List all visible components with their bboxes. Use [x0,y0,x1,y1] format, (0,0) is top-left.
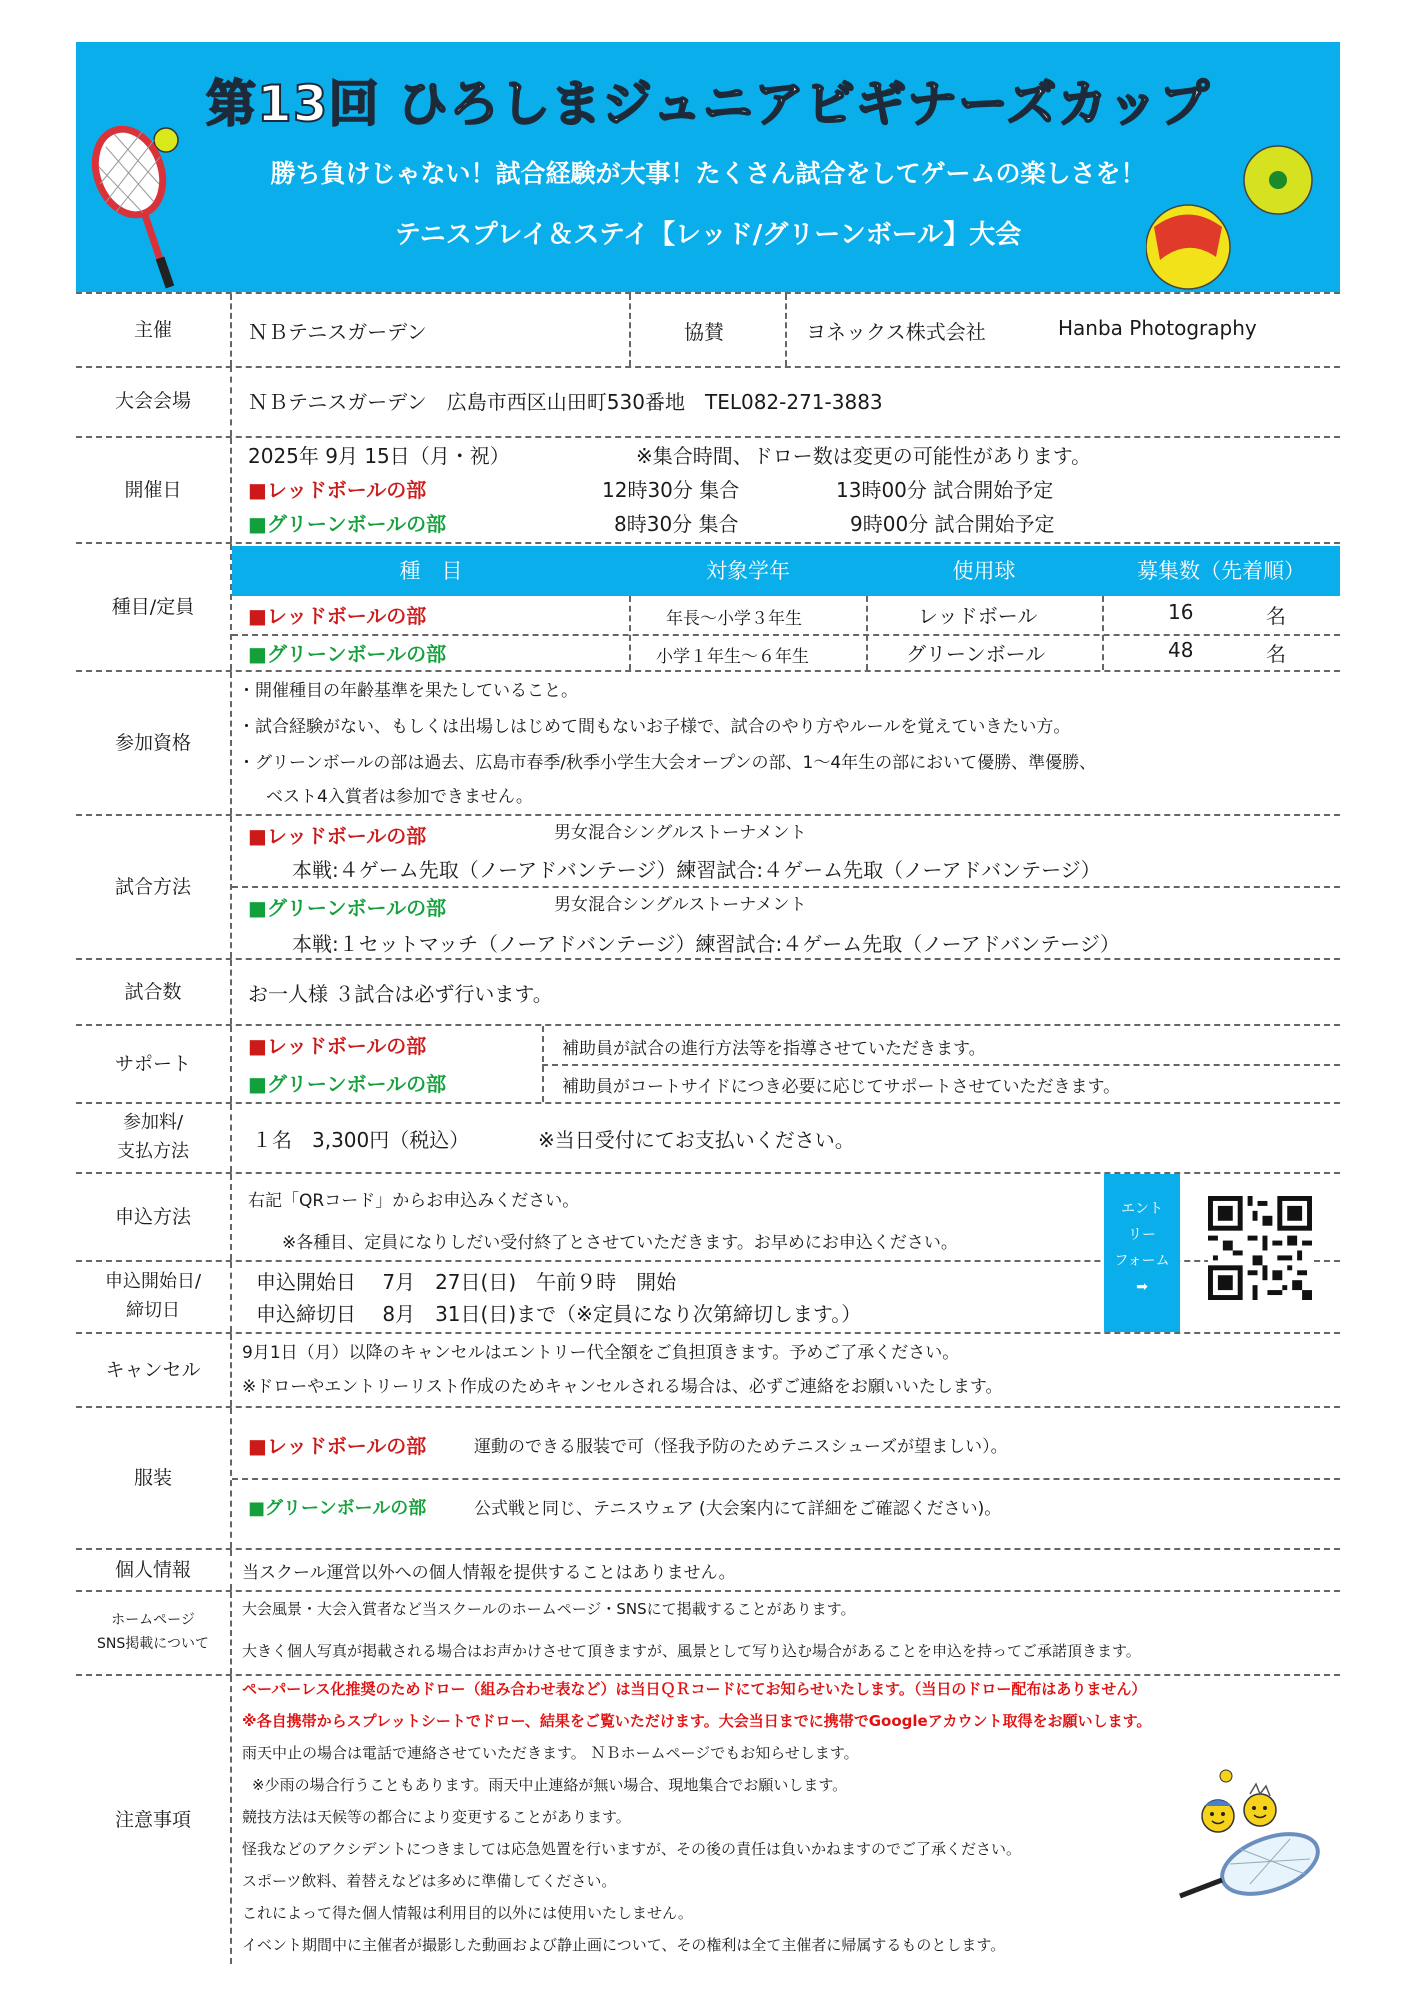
row-cancel [76,1334,1340,1408]
label-homepage-2: SNS掲載について [97,1636,209,1652]
row-venue [76,366,1340,438]
th-grade: 対象学年 [706,559,790,583]
table-row-red-unit: 名 [1266,604,1286,628]
page-title: 第13回 ひろしまジュニアビギナーズカップ [206,75,1210,133]
row-clothing [76,1408,1340,1550]
method-red-label: ■レッドボールの部 [248,824,427,848]
clothing-green-text: 公式戦と同じ、テニスウェア (大会案内にて詳細をご確認ください)。 [474,1499,1002,1519]
row-support [76,1026,1340,1104]
fee-value: １名 3,300円（税込） [252,1128,470,1152]
date-green-start: 9時00分 試合開始予定 [850,512,1055,536]
apply-line-2: ※各種目、定員になりしだい受付終了とさせていただきます。お早めにお申込ください。 [282,1233,958,1253]
apply-line-1: 右記「QRコード」からお申込みください。 [248,1191,580,1211]
eligibility-line-1: ・開催種目の年齢基準を果たしていること。 [238,681,578,701]
row-homepage [76,1592,1340,1676]
support-green-text: 補助員がコートサイドにつき必要に応じてサポートさせていただきます。 [562,1077,1121,1097]
homepage-line-1: 大会風景・大会入賞者など当スクールのホームページ・SNSにて掲載することがあります。 [242,1600,856,1618]
label-notes: 注意事項 [76,1676,232,1964]
support-green-label: ■グリーンボールの部 [248,1072,447,1096]
subtitle: 勝ち負けじゃない！試合経験が大事！たくさん試合をしてゲームの楽しさを！ [270,159,1146,188]
tennis-balls-icon [1146,142,1316,292]
row-organizer [76,292,1340,368]
method-red-rule: 本戦:４ゲーム先取（ノーアドバンテージ）練習試合:４ゲーム先取（ノーアドバンテージ） [292,858,1101,882]
table-row-green-grade: 小学１年生～６年生 [656,647,809,667]
fee-note: ※当日受付にてお支払いください。 [538,1128,855,1152]
row-eligibility [76,672,1340,816]
venue-value: ＮＢテニスガーデン 広島市西区山田町530番地 TEL082-271-3883 [248,390,883,414]
entry-form-button[interactable]: エント リー フォーム ➡ [1104,1174,1180,1332]
method-green-type: 男女混合シングルストーナメント [554,895,807,915]
cancel-line-1: 9月1日（月）以降のキャンセルはエントリー代全額をご負担頂きます。予めご了承ください。 [242,1343,960,1363]
support-red-label: ■レッドボールの部 [248,1034,427,1058]
th-count: 募集数（先着順） [1137,559,1305,583]
cancel-line-2: ※ドローやエントリーリスト作成のためキャンセルされる場合は、必ずご連絡をお願いいたします。 [242,1377,1003,1397]
label-homepage [76,1592,232,1674]
method-red-type: 男女混合シングルストーナメント [554,823,807,843]
tennis-racket-icon [84,112,194,292]
label-organizer: 主催 [76,294,232,366]
eligibility-line-3: ・グリーンボールの部は過去、広島市春季/秋季小学生大会オープンの部、1～4年生の部において優勝、準優勝、 [238,753,1097,773]
organizer-value: ＮＢテニスガーデン [248,320,427,344]
label-cancel: キャンセル [76,1334,232,1406]
sponsor-hanba: Hanba Photography [1058,316,1257,340]
notes-red-1: ペーパーレス化推奨のためドロー（組み合わせ表など）は当日ＱＲコードにてお知らせいたします。（当日のドロー配布はありません） [242,1680,1147,1698]
homepage-line-2: 大きく個人写真が掲載される場合はお声かけさせて頂きますが、風景として写り込む場合があることを申込を持ってご承諾頂きます。 [242,1642,1141,1660]
table-row-green-name: ■グリーンボールの部 [248,642,447,666]
table-row-green-count: 48 [1168,638,1194,662]
clothing-green-label: ■グリーンボールの部 [248,1498,427,1519]
date-note: ※集合時間、ドロー数は変更の可能性があります。 [636,444,1092,468]
label-eligibility: 参加資格 [76,672,232,814]
row-matches [76,960,1340,1026]
clothing-red-text: 運動のできる服装で可（怪我予防のためテニスシューズが望ましい）。 [474,1437,1008,1457]
matches-value: お一人様 ３試合は必ず行います。 [248,982,553,1006]
th-event: 種 目 [399,559,463,583]
label-homepage-1: ホームページ [111,1612,195,1629]
qr-code-icon[interactable] [1208,1196,1312,1300]
notes-line-3: 競技方法は天候等の都合により変更することがあります。 [242,1808,631,1826]
label-fee-2: 支払方法 [117,1141,189,1162]
table-row-red-ball: レッドボール [918,604,1038,628]
table-row-red-count: 16 [1168,600,1194,624]
th-ball: 使用球 [952,559,1016,583]
label-period [76,1262,232,1332]
notes-red-2: ※各自携帯からスプレットシートでドロー、結果をご覧いただけます。大会当日までに携帯でGoogleアカウント取得をお願いします。 [242,1712,1152,1730]
arrow-right-icon: ➡ [1136,1279,1148,1295]
label-clothing: 服装 [76,1408,232,1548]
eligibility-line-4: ベスト4入賞者は参加できません。 [266,787,533,807]
label-venue: 大会会場 [76,366,232,436]
date-red-start: 13時00分 試合開始予定 [836,478,1054,502]
table-row-green-ball: グリーンボール [906,642,1046,666]
method-green-label: ■グリーンボールの部 [248,896,447,920]
label-matches: 試合数 [76,960,232,1024]
row-method [76,816,1340,960]
label-apply: 申込方法 [76,1174,232,1260]
row-fee [76,1104,1340,1174]
label-period-2: 締切日 [126,1300,180,1321]
period-end: 申込締切日 8月 31日(日)まで（※定員になり次第締切します。） [256,1302,862,1326]
clothing-red-label: ■レッドボールの部 [248,1434,427,1458]
eligibility-line-2: ・試合経験がない、もしくは出場しはじめて間もないお子様で、試合のやり方やルールを覚えていきたい方。 [238,717,1071,737]
row-date [76,438,1340,544]
label-fee-1: 参加料/ [122,1112,184,1134]
support-red-text: 補助員が試合の進行方法等を指導させていただきます。 [562,1039,986,1059]
notes-line-6: これによって得た個人情報は利用目的以外には使用いたしません。 [242,1904,693,1922]
notes-line-7: イベント期間中に主催者が撮影した動画および静止画について、その権利は全て主催者に帰属するものとします。 [242,1936,1006,1954]
privacy-value: 当スクール運営以外への個人情報を提供することはありません。 [242,1563,736,1583]
tennis-mascot-icon [1160,1764,1330,1914]
notes-line-2: ※少雨の場合行うこともあります。雨天中止連絡が無い場合、現地集合でお願いします。 [252,1776,848,1794]
notes-line-5: スポーツ飲料、着替えなどは多めに準備してください。 [242,1872,617,1890]
date-green-label: ■グリーンボールの部 [248,512,447,536]
events-table-header [232,546,1340,596]
table-row-green-unit: 名 [1266,642,1286,666]
table-row-red-grade: 年長～小学３年生 [666,609,802,629]
label-fee [76,1104,232,1172]
date-green-meet: 8時30分 集合 [614,512,739,536]
method-green-rule: 本戦:１セットマッチ（ノーアドバンテージ）練習試合:４ゲーム先取（ノーアドバンテージ） [292,932,1120,956]
header-banner [76,42,1340,292]
label-date: 開催日 [76,438,232,542]
notes-line-4: 怪我などのアクシデントにつきましては応急処置を行いますが、その後の責任は負いかねますのでご了承ください。 [242,1840,1021,1858]
date-red-label: ■レッドボールの部 [248,478,427,502]
row-privacy [76,1550,1340,1592]
table-row-red-name: ■レッドボールの部 [248,604,427,628]
label-events: 種目/定員 [76,544,232,670]
notes-line-1: 雨天中止の場合は電話で連絡させていただきます。 ＮＢホームページでもお知らせします。 [242,1744,859,1762]
row-events [76,544,1340,672]
row-notes [76,1676,1340,1964]
period-start: 申込開始日 7月 27日(日) 午前９時 開始 [256,1270,677,1294]
label-support: サポート [76,1026,232,1102]
subtitle-event: テニスプレイ＆ステイ【レッド/グリーンボール】大会 [394,220,1022,250]
label-period-1: 申込開始日/ [104,1271,202,1293]
date-red-meet: 12時30分 集合 [602,478,740,502]
label-sponsor: 協賛 [684,320,724,344]
date-value: 2025年 9月 15日（月・祝） [248,444,510,468]
label-method: 試合方法 [76,816,232,958]
sponsor-yonex: ヨネックス株式会社 [806,320,986,344]
label-privacy: 個人情報 [76,1550,232,1590]
